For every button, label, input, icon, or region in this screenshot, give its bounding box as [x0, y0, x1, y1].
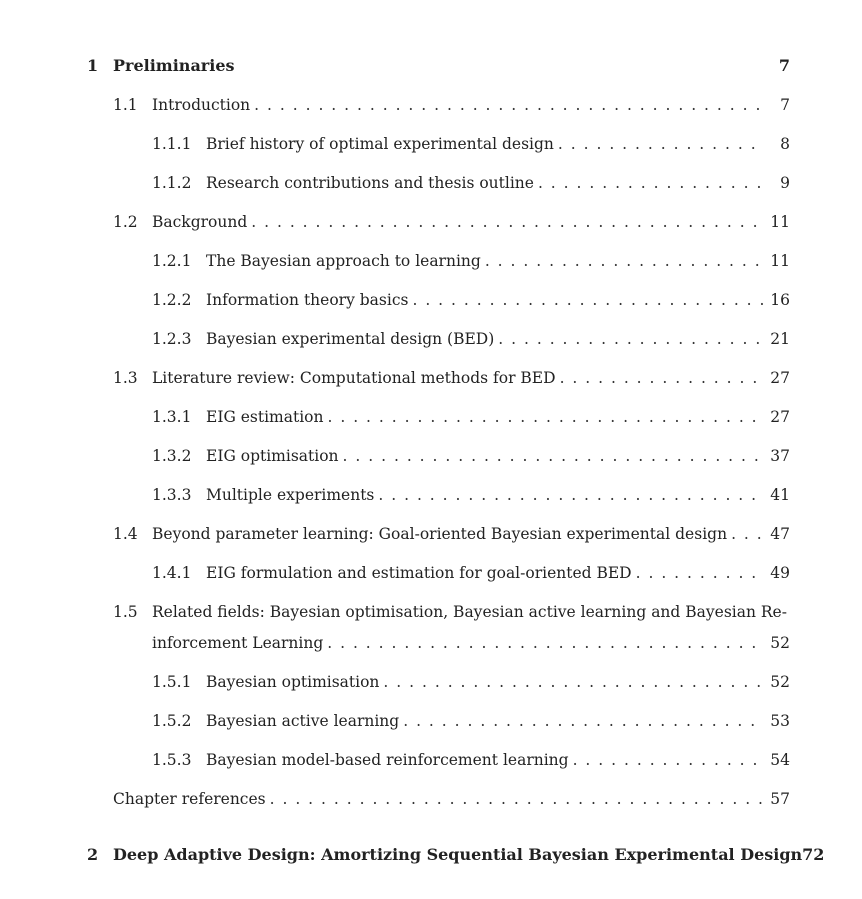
- subsection-title: Multiple experiments: [206, 486, 375, 504]
- toc-subsection-1-1-2[interactable]: [152, 173, 790, 193]
- subsection-number: 1.5.2: [152, 712, 192, 730]
- dot-leader: [270, 789, 764, 809]
- subsection-number: 1.2.1: [152, 252, 192, 270]
- subsection-title: Brief history of optimal experimental design: [206, 135, 554, 153]
- dot-leader: [343, 446, 764, 466]
- section-title: Background: [152, 213, 248, 231]
- dot-leader: [573, 750, 764, 770]
- page-number: 41: [770, 486, 790, 504]
- dot-leader: [327, 633, 764, 653]
- page-number: 53: [770, 712, 790, 730]
- dot-leader: [636, 563, 764, 583]
- section-number: 1.3: [113, 369, 138, 387]
- subsection-title: EIG formulation and estimation for goal-oriented BED: [206, 564, 632, 582]
- toc-subsection-1-3-2[interactable]: [152, 446, 790, 466]
- toc-subsection-1-2-2[interactable]: [152, 290, 790, 310]
- chapter-title: Deep Adaptive Design: Amortizing Sequential Bayesian Experimental Design: [113, 845, 803, 864]
- dot-leader: [538, 173, 764, 193]
- dot-leader: [560, 368, 764, 388]
- toc-chapter-1[interactable]: [87, 56, 790, 76]
- toc-subsection-1-2-1[interactable]: [152, 251, 790, 271]
- page-number: 27: [770, 369, 790, 387]
- toc-subsection-1-5-1[interactable]: [152, 672, 790, 692]
- dot-leader: [498, 329, 764, 349]
- page-number: 27: [770, 408, 790, 426]
- chapter-title: Preliminaries: [113, 56, 235, 75]
- subsection-number: 1.5.1: [152, 673, 192, 691]
- subsection-title: The Bayesian approach to learning: [206, 252, 481, 270]
- dot-leader: [378, 485, 764, 505]
- toc-subsection-1-4-1[interactable]: [152, 563, 790, 583]
- page-number: 52: [770, 673, 790, 691]
- page-number: 37: [770, 447, 790, 465]
- toc-section-1-5-first-line[interactable]: [113, 602, 787, 622]
- subsection-title: EIG estimation: [206, 408, 324, 426]
- section-title-continued: inforcement Learning: [152, 634, 324, 652]
- page-number: 11: [770, 213, 790, 231]
- toc-subsection-1-3-1[interactable]: [152, 407, 790, 427]
- dot-leader: [383, 672, 764, 692]
- chapter-number: 1: [87, 56, 99, 75]
- toc-section-1-2[interactable]: [113, 212, 790, 232]
- dot-leader: [412, 290, 764, 310]
- section-number: 1.1: [113, 96, 138, 114]
- subsection-number: 1.3.3: [152, 486, 192, 504]
- page-number: 16: [770, 291, 790, 309]
- page-number: 72: [802, 845, 825, 864]
- toc-chapter-2[interactable]: [87, 845, 825, 865]
- references-title: Chapter references: [113, 790, 266, 808]
- toc-subsection-1-5-2[interactable]: [152, 711, 790, 731]
- section-title: Literature review: Computational methods for BED: [152, 369, 556, 387]
- page-number: 9: [780, 174, 790, 192]
- subsection-number: 1.4.1: [152, 564, 192, 582]
- section-number: 1.2: [113, 213, 138, 231]
- toc-section-1-3[interactable]: [113, 368, 790, 388]
- dot-leader: [485, 251, 764, 271]
- toc-subsection-1-5-3[interactable]: [152, 750, 790, 770]
- section-number: 1.5: [113, 603, 138, 621]
- page-number: 54: [770, 751, 790, 769]
- chapter-number: 2: [87, 845, 99, 864]
- subsection-number: 1.2.2: [152, 291, 192, 309]
- toc-chapter-references[interactable]: [113, 789, 790, 809]
- subsection-number: 1.1.1: [152, 135, 192, 153]
- page-number: 7: [778, 56, 790, 75]
- subsection-title: Bayesian experimental design (BED): [206, 330, 495, 348]
- page-number: 49: [770, 564, 790, 582]
- page-number: 21: [770, 330, 790, 348]
- page-number: 57: [770, 790, 790, 808]
- page-number: 11: [770, 252, 790, 270]
- toc-section-1-4[interactable]: [113, 524, 790, 544]
- subsection-title: Research contributions and thesis outline: [206, 174, 534, 192]
- dot-leader: [254, 95, 764, 115]
- toc-subsection-1-1-1[interactable]: [152, 134, 790, 154]
- dot-leader: [558, 134, 764, 154]
- dot-leader: [251, 212, 764, 232]
- toc-subsection-1-3-3[interactable]: [152, 485, 790, 505]
- page-number: 8: [780, 135, 790, 153]
- subsection-title: Bayesian optimisation: [206, 673, 380, 691]
- toc-section-1-1[interactable]: [113, 95, 790, 115]
- toc-subsection-1-2-3[interactable]: [152, 329, 790, 349]
- section-title: Related fields: Bayesian optimisation, Bayesian active learning and Bayesian Re-: [152, 603, 787, 621]
- page-number: 52: [770, 634, 790, 652]
- subsection-number: 1.3.2: [152, 447, 192, 465]
- subsection-number: 1.1.2: [152, 174, 192, 192]
- subsection-number: 1.3.1: [152, 408, 192, 426]
- page-number: 7: [780, 96, 790, 114]
- subsection-title: EIG optimisation: [206, 447, 339, 465]
- section-number: 1.4: [113, 525, 138, 543]
- dot-leader: [403, 711, 764, 731]
- subsection-title: Bayesian active learning: [206, 712, 400, 730]
- subsection-title: Bayesian model-based reinforcement learning: [206, 751, 569, 769]
- page-number: 47: [770, 525, 790, 543]
- section-title: Introduction: [152, 96, 251, 114]
- subsection-number: 1.5.3: [152, 751, 192, 769]
- dot-leader: [731, 524, 764, 544]
- dot-leader: [328, 407, 765, 427]
- subsection-number: 1.2.3: [152, 330, 192, 348]
- toc-section-1-5[interactable]: [152, 633, 790, 653]
- section-title: Beyond parameter learning: Goal-oriented Bayesian experimental design: [152, 525, 728, 543]
- subsection-title: Information theory basics: [206, 291, 409, 309]
